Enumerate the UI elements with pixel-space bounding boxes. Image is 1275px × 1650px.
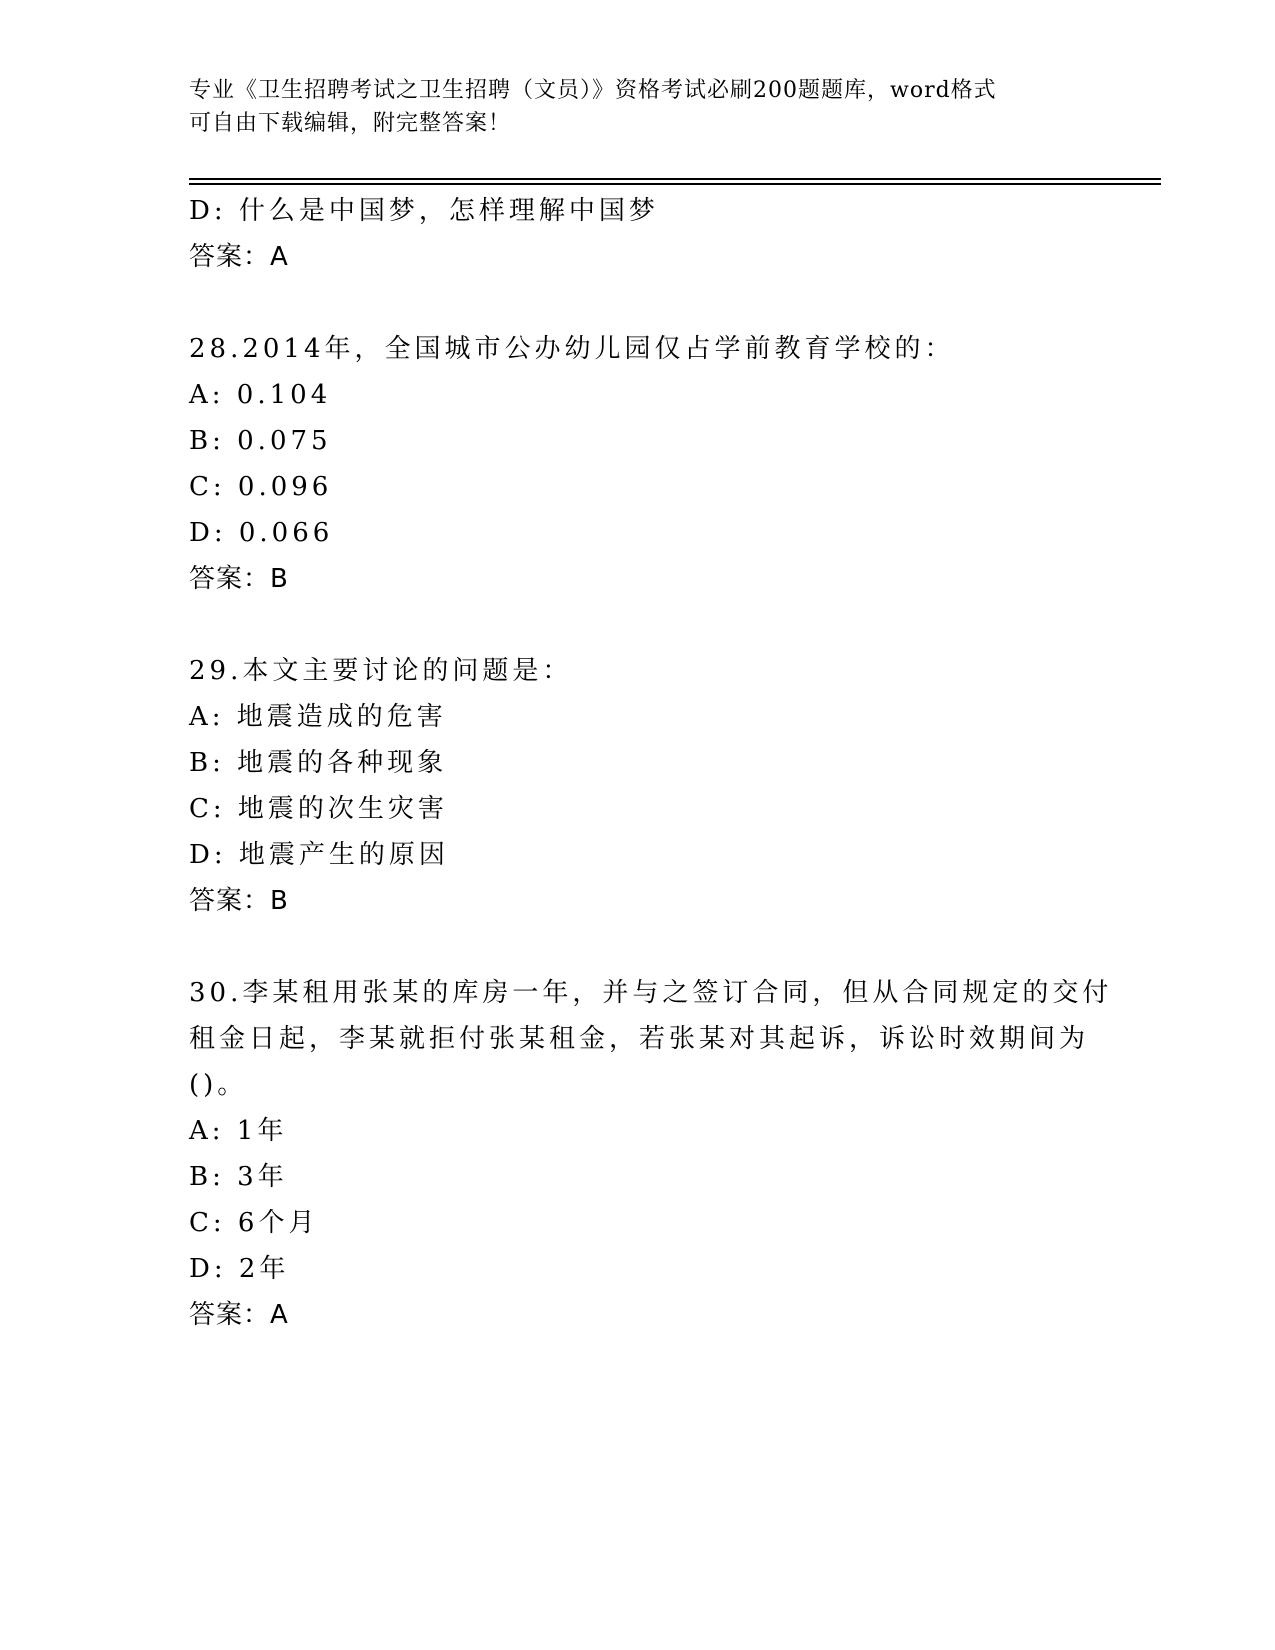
document-header: [189, 74, 1089, 140]
header-title-line-2: 可自由下载编辑，附完整答案！: [189, 111, 512, 136]
option-c: C: 0.096: [189, 472, 333, 502]
question-stem-line-2: 租金日起，李某就拒付张某租金，若张某对其起诉，诉讼时效期间为: [189, 1024, 1090, 1054]
option-d: D: 什么是中国梦，怎样理解中国梦: [189, 196, 659, 226]
option-a: A: 1年: [189, 1116, 288, 1146]
option-c: C: 地震的次生灾害: [189, 794, 448, 824]
answer-line: 答案：A: [189, 1300, 289, 1330]
question-30: [189, 970, 1113, 1338]
spacer: [189, 602, 1089, 648]
option-d: D: 2年: [189, 1254, 290, 1284]
question-stem: 29.本文主要讨论的问题是：: [189, 656, 573, 686]
header-divider-top: [189, 178, 1161, 180]
question-stem-line-1: 30.李某租用张某的库房一年，并与之签订合同，但从合同规定的交付: [189, 978, 1113, 1008]
option-b: B: 地震的各种现象: [189, 748, 448, 778]
answer-line: 答案：B: [189, 886, 289, 916]
question-stem-line-3: ()。: [189, 1070, 248, 1100]
option-b: B: 3年: [189, 1162, 288, 1192]
question-29: [189, 648, 1089, 924]
header-divider-bottom: [189, 183, 1161, 185]
option-a: A: 地震造成的危害: [189, 702, 447, 732]
option-d: D: 地震产生的原因: [189, 840, 449, 870]
spacer: [189, 280, 1089, 326]
question-28: [189, 326, 1089, 602]
option-b: B: 0.075: [189, 426, 332, 456]
option-c: C: 6个月: [189, 1208, 319, 1238]
question-stem: 28.2014年，全国城市公办幼儿园仅占学前教育学校的：: [189, 334, 955, 364]
answer-line: 答案：A: [189, 242, 289, 272]
option-a: A: 0.104: [189, 380, 332, 410]
header-title-line-1: 专业《卫生招聘考试之卫生招聘（文员）》资格考试必刷200题题库，word格式: [189, 78, 997, 103]
previous-question-tail: [189, 188, 1089, 280]
option-d: D: 0.066: [189, 518, 334, 548]
question-list: [189, 188, 1113, 1338]
answer-line: 答案：B: [189, 564, 289, 594]
spacer: [189, 924, 1089, 970]
